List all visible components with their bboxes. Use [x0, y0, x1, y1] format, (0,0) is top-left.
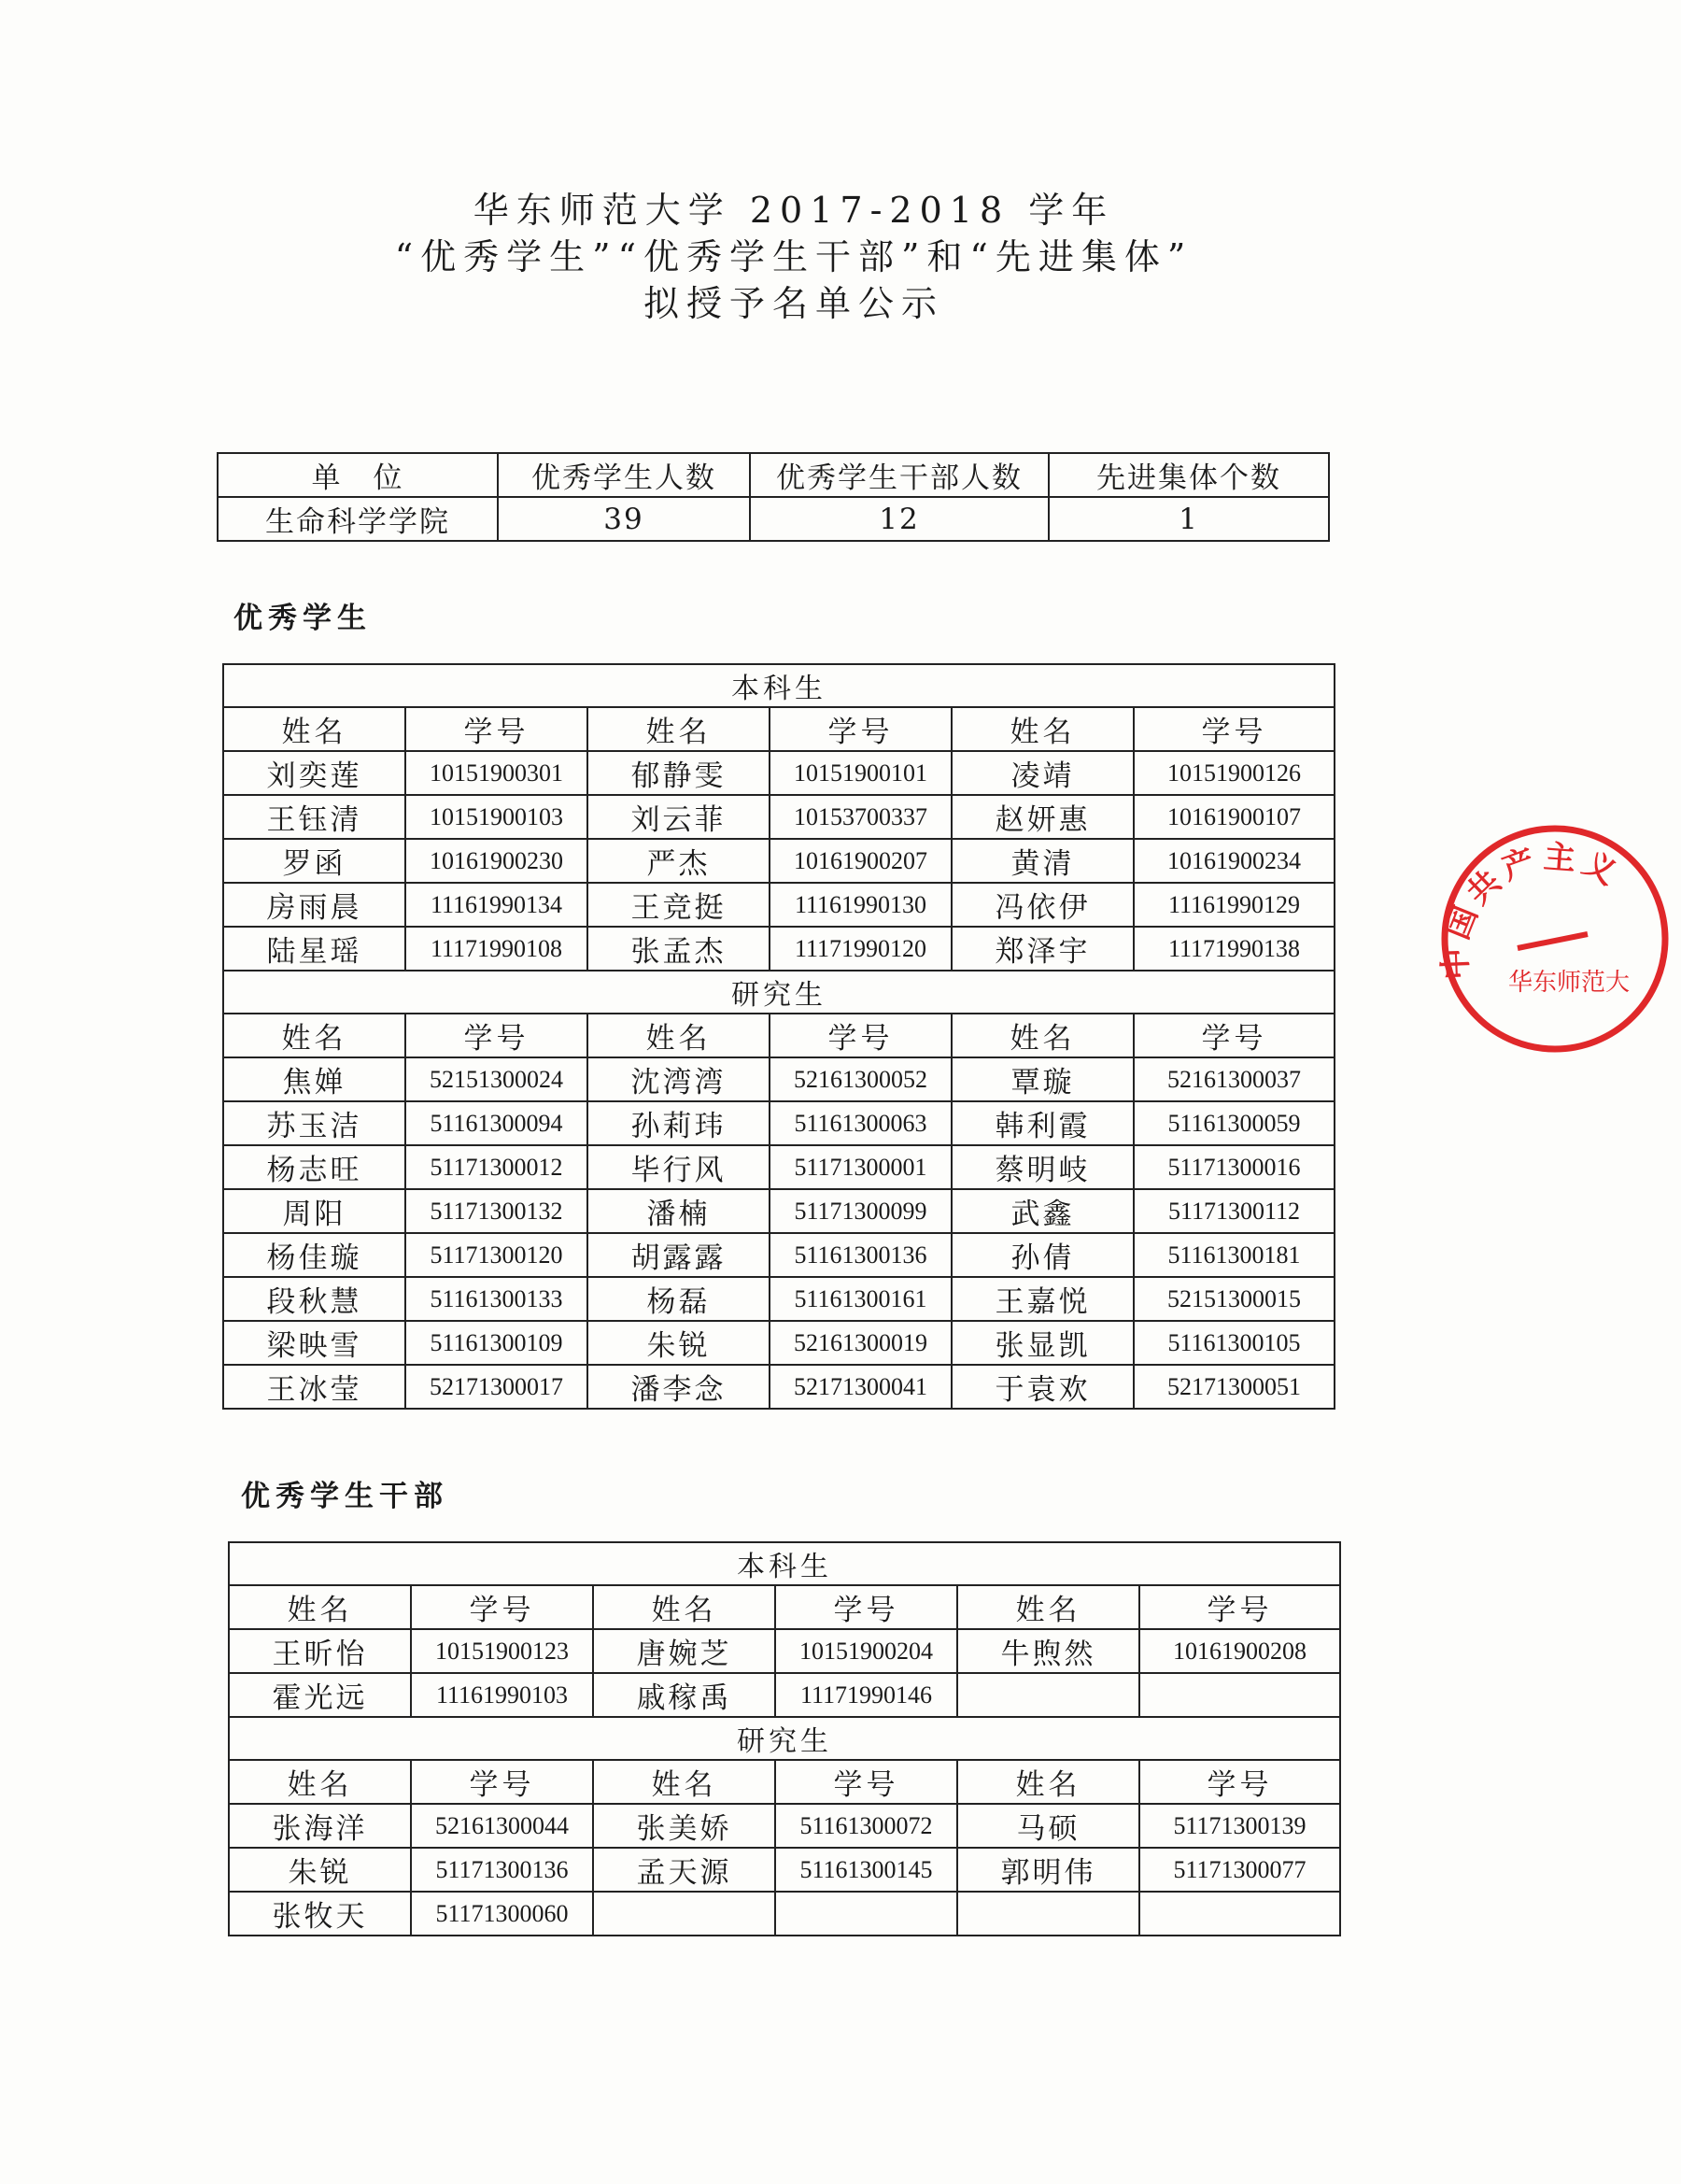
student-id-cell: 52161300052: [770, 1057, 952, 1101]
student-id-cell: 51171300099: [770, 1189, 952, 1233]
student-id-cell: [1139, 1892, 1340, 1936]
student-id-cell: 10151900204: [775, 1629, 957, 1673]
student-id-cell: 10161900234: [1134, 839, 1335, 883]
student-id-cell: 51161300133: [405, 1277, 587, 1321]
student-id-cell: 51161300094: [405, 1101, 587, 1145]
id-column-header: 学号: [770, 707, 952, 751]
table-row: [229, 1848, 1340, 1892]
student-name-cell: 杨志旺: [223, 1145, 405, 1189]
student-name-cell: 蔡明岐: [952, 1145, 1134, 1189]
student-name-cell: 王冰莹: [223, 1365, 405, 1409]
student-name-cell: 戚稼禹: [593, 1673, 775, 1717]
summary-header-cell: 优秀学生人数: [498, 453, 750, 497]
student-name-cell: 朱锐: [229, 1848, 411, 1892]
student-id-cell: 51171300139: [1139, 1804, 1340, 1848]
outstanding-students-heading: 优秀学生: [233, 602, 372, 635]
student-name-cell: 凌靖: [952, 751, 1134, 795]
table-row: [223, 795, 1335, 839]
student-id-cell: 51171300112: [1134, 1189, 1335, 1233]
summary-header-cell: 单 位: [218, 453, 498, 497]
table-row: [223, 751, 1335, 795]
student-id-cell: 51171300001: [770, 1145, 952, 1189]
student-name-cell: 潘李念: [587, 1365, 770, 1409]
student-id-cell: 51171300016: [1134, 1145, 1335, 1189]
student-id-cell: 51171300120: [405, 1233, 587, 1277]
student-id-cell: 52151300015: [1134, 1277, 1335, 1321]
table-row: [223, 839, 1335, 883]
table-row: [223, 1365, 1335, 1409]
name-column-header: 姓名: [223, 707, 405, 751]
student-name-cell: 严杰: [587, 839, 770, 883]
student-id-cell: 51171300012: [405, 1145, 587, 1189]
seal-inner-text: 华东师范大: [1507, 969, 1631, 997]
student-id-cell: 10153700337: [770, 795, 952, 839]
student-name-cell: [957, 1673, 1139, 1717]
undergrad-band-label: 本科生: [229, 1542, 1340, 1585]
name-column-header: 姓名: [587, 1014, 770, 1057]
student-name-cell: 覃璇: [952, 1057, 1134, 1101]
student-id-cell: 52151300024: [405, 1057, 587, 1101]
id-column-header: 学号: [405, 707, 587, 751]
name-column-header: 姓名: [957, 1760, 1139, 1804]
summary-header-cell: 优秀学生干部人数: [750, 453, 1049, 497]
name-column-header: 姓名: [957, 1585, 1139, 1629]
student-name-cell: 牛煦然: [957, 1629, 1139, 1673]
grad-band-row: [229, 1717, 1340, 1760]
table-row: [223, 1189, 1335, 1233]
outstanding-cadres-heading: 优秀学生干部: [241, 1480, 448, 1513]
student-name-cell: 张孟杰: [587, 927, 770, 971]
summary-cadre-count: 12: [750, 497, 1049, 541]
red-seal-stamp: [1429, 813, 1681, 1065]
student-id-cell: 52161300019: [770, 1321, 952, 1365]
seal-star-stroke: [1518, 934, 1588, 948]
student-name-cell: 马硕: [957, 1804, 1139, 1848]
student-id-cell: 11161990103: [411, 1673, 593, 1717]
student-name-cell: 张美娇: [593, 1804, 775, 1848]
outstanding-students-table: [222, 663, 1335, 1410]
student-id-cell: 52171300051: [1134, 1365, 1335, 1409]
table-row: [229, 1892, 1340, 1936]
student-name-cell: 唐婉芝: [593, 1629, 775, 1673]
summary-unit: 生命科学学院: [218, 497, 498, 541]
table-row: [229, 1804, 1340, 1848]
undergrad-band-row: [229, 1542, 1340, 1585]
column-header-row: [223, 1014, 1335, 1057]
student-name-cell: 孙莉玮: [587, 1101, 770, 1145]
student-id-cell: 10161900230: [405, 839, 587, 883]
summary-header-row: [218, 453, 1329, 497]
table-row: [223, 1321, 1335, 1365]
student-name-cell: 赵妍惠: [952, 795, 1134, 839]
student-id-cell: 51161300181: [1134, 1233, 1335, 1277]
name-column-header: 姓名: [223, 1014, 405, 1057]
column-header-row: [229, 1760, 1340, 1804]
student-name-cell: 周阳: [223, 1189, 405, 1233]
student-id-cell: 10161900107: [1134, 795, 1335, 839]
table-row: [223, 1233, 1335, 1277]
table-row: [223, 927, 1335, 971]
id-column-header: 学号: [770, 1014, 952, 1057]
student-id-cell: 51161300059: [1134, 1101, 1335, 1145]
grad-band-label: 研究生: [229, 1717, 1340, 1760]
student-name-cell: 郭明伟: [957, 1848, 1139, 1892]
student-name-cell: 焦婵: [223, 1057, 405, 1101]
student-id-cell: 51161300109: [405, 1321, 587, 1365]
name-column-header: 姓名: [587, 707, 770, 751]
student-id-cell: 10151900101: [770, 751, 952, 795]
student-name-cell: 张海洋: [229, 1804, 411, 1848]
title-line-1: 华东师范大学 2017-2018 学年: [473, 190, 1115, 231]
student-name-cell: 胡露露: [587, 1233, 770, 1277]
seal-text: 中国共产主义: [1436, 838, 1628, 981]
student-name-cell: 韩利霞: [952, 1101, 1134, 1145]
table-row: [229, 1673, 1340, 1717]
undergrad-band-label: 本科生: [223, 664, 1335, 707]
student-id-cell: [1139, 1673, 1340, 1717]
student-name-cell: 苏玉洁: [223, 1101, 405, 1145]
id-column-header: 学号: [1139, 1585, 1340, 1629]
student-name-cell: 霍光远: [229, 1673, 411, 1717]
table-row: [223, 1277, 1335, 1321]
student-name-cell: 王昕怡: [229, 1629, 411, 1673]
student-id-cell: 11171990138: [1134, 927, 1335, 971]
grad-band-row: [223, 971, 1335, 1014]
student-name-cell: 于袁欢: [952, 1365, 1134, 1409]
student-id-cell: 10161900208: [1139, 1629, 1340, 1673]
student-name-cell: 杨佳璇: [223, 1233, 405, 1277]
summary-student-count: 39: [498, 497, 750, 541]
student-name-cell: 冯依伊: [952, 883, 1134, 927]
student-id-cell: 51161300161: [770, 1277, 952, 1321]
student-name-cell: 朱锐: [587, 1321, 770, 1365]
student-id-cell: 11171990146: [775, 1673, 957, 1717]
student-id-cell: 52161300044: [411, 1804, 593, 1848]
table-row: [229, 1629, 1340, 1673]
table-row: [223, 1057, 1335, 1101]
student-name-cell: 杨磊: [587, 1277, 770, 1321]
student-id-cell: 10151900103: [405, 795, 587, 839]
student-id-cell: 51171300136: [411, 1848, 593, 1892]
student-name-cell: 沈湾湾: [587, 1057, 770, 1101]
student-id-cell: 11161990129: [1134, 883, 1335, 927]
table-row: [223, 1145, 1335, 1189]
student-id-cell: 11161990130: [770, 883, 952, 927]
title-line-2: “优秀学生”“优秀学生干部”和“先进集体”: [394, 236, 1194, 277]
student-name-cell: 武鑫: [952, 1189, 1134, 1233]
student-id-cell: [775, 1892, 957, 1936]
student-name-cell: 孙倩: [952, 1233, 1134, 1277]
id-column-header: 学号: [411, 1585, 593, 1629]
table-row: [223, 883, 1335, 927]
student-id-cell: 52161300037: [1134, 1057, 1335, 1101]
student-id-cell: 51161300063: [770, 1101, 952, 1145]
student-name-cell: [593, 1892, 775, 1936]
name-column-header: 姓名: [229, 1760, 411, 1804]
student-name-cell: 刘云菲: [587, 795, 770, 839]
name-column-header: 姓名: [952, 707, 1134, 751]
grad-band-label: 研究生: [223, 971, 1335, 1014]
name-column-header: 姓名: [593, 1585, 775, 1629]
student-name-cell: 张牧天: [229, 1892, 411, 1936]
column-header-row: [229, 1585, 1340, 1629]
undergrad-band-row: [223, 664, 1335, 707]
student-name-cell: 毕行风: [587, 1145, 770, 1189]
id-column-header: 学号: [775, 1585, 957, 1629]
student-name-cell: 梁映雪: [223, 1321, 405, 1365]
student-id-cell: 11171990108: [405, 927, 587, 971]
student-id-cell: 51161300145: [775, 1848, 957, 1892]
student-name-cell: 郁静雯: [587, 751, 770, 795]
student-id-cell: 51161300072: [775, 1804, 957, 1848]
student-id-cell: 10161900207: [770, 839, 952, 883]
table-row: [223, 1101, 1335, 1145]
student-name-cell: 王钰清: [223, 795, 405, 839]
student-name-cell: 潘楠: [587, 1189, 770, 1233]
student-id-cell: 51161300136: [770, 1233, 952, 1277]
student-id-cell: 51171300077: [1139, 1848, 1340, 1892]
student-id-cell: 52171300041: [770, 1365, 952, 1409]
name-column-header: 姓名: [593, 1760, 775, 1804]
student-id-cell: 51161300105: [1134, 1321, 1335, 1365]
student-name-cell: [957, 1892, 1139, 1936]
student-name-cell: 王竞挺: [587, 883, 770, 927]
id-column-header: 学号: [1134, 1014, 1335, 1057]
student-id-cell: 10151900301: [405, 751, 587, 795]
id-column-header: 学号: [1139, 1760, 1340, 1804]
student-name-cell: 罗函: [223, 839, 405, 883]
id-column-header: 学号: [1134, 707, 1335, 751]
student-id-cell: 11171990120: [770, 927, 952, 971]
summary-header-cell: 先进集体个数: [1049, 453, 1329, 497]
student-id-cell: 51171300060: [411, 1892, 593, 1936]
student-name-cell: 刘奕莲: [223, 751, 405, 795]
student-id-cell: 10151900123: [411, 1629, 593, 1673]
student-id-cell: 10151900126: [1134, 751, 1335, 795]
id-column-header: 学号: [775, 1760, 957, 1804]
student-id-cell: 11161990134: [405, 883, 587, 927]
id-column-header: 学号: [405, 1014, 587, 1057]
name-column-header: 姓名: [229, 1585, 411, 1629]
id-column-header: 学号: [411, 1760, 593, 1804]
student-id-cell: 52171300017: [405, 1365, 587, 1409]
student-name-cell: 黄清: [952, 839, 1134, 883]
student-id-cell: 51171300132: [405, 1189, 587, 1233]
summary-collective-count: 1: [1049, 497, 1329, 541]
summary-data-row: [218, 497, 1329, 541]
student-name-cell: 张显凯: [952, 1321, 1134, 1365]
title-line-3: 拟授予名单公示: [643, 283, 944, 324]
outstanding-cadres-table: [228, 1541, 1341, 1936]
summary-table: [217, 452, 1330, 542]
student-name-cell: 段秋慧: [223, 1277, 405, 1321]
name-column-header: 姓名: [952, 1014, 1134, 1057]
student-name-cell: 孟天源: [593, 1848, 775, 1892]
student-name-cell: 王嘉悦: [952, 1277, 1134, 1321]
student-name-cell: 房雨晨: [223, 883, 405, 927]
student-name-cell: 郑泽宇: [952, 927, 1134, 971]
student-name-cell: 陆星瑶: [223, 927, 405, 971]
document-title: [0, 187, 1588, 327]
column-header-row: [223, 707, 1335, 751]
